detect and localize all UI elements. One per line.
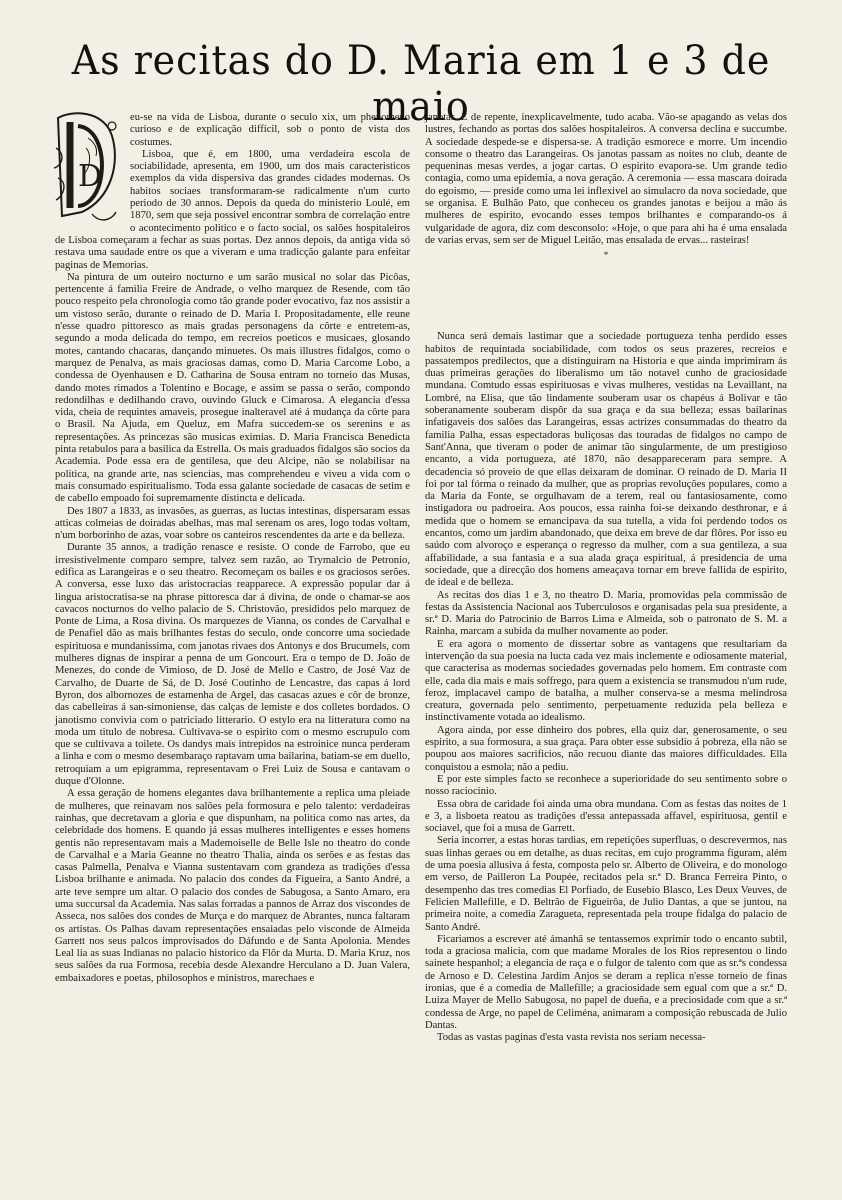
left-column (55, 112, 410, 985)
paragraph: eu-se na vida de Lisboa, durante o seculo xix, um phenomeno curioso e de explicação difficil, sob o ponto de vista dos costumes. (130, 112, 410, 148)
paragraph: E era agora o momento de dissertar sobre as vantagens que resultariam da intervenção da sua poesia na lucta cada vez mais inclemente e odiosamente material, que caracterisa as modernas sociedades governadas pelo homem. Em contraste com elle, cada dia mais e mais soffrego, para quem a existencia se transmudou n'um rude, feroz, implacavel campo de batalha, a mulher conserva-se a mesma melindrosa creatura, governada pelo sentimento, perpetuamente reduzida pela belleza e instinctivamente votada ao idealismo. (425, 638, 787, 724)
paragraph: Des 1807 a 1833, as invasões, as guerras, as luctas intestinas, dispersaram essas atticas colmeias de doiradas abelhas, mas mal serenam os ares, logo todas voltam, n'um borborinho de azas, voar sobre os canteiros rescendentes da arte e da belleza. (55, 505, 410, 542)
paragraph: Durante 35 annos, a tradição renasce e resiste. O conde de Farrobo, que eu irresistivelmente comparo sempre, talvez sem razão, ao Trymalcio de Petronio, edifica as Larangeiras e o seu theatro. Recomeçam os bailes e os graciosos serões. A conversa, esse luxo das aristocracias reapparece. A expressão popular dar á lingua aristocratisa-se na phrase pittoresca dar á divina, de onde o chamar-se aos cavacos nocturnos do velho palacio de S. Christovão, presididos pelo marquez de Ponte de Lima, a Rosa divina. Os marquezes de Vianna, os condes de Carvalhal e de Penafiel dão as mais brilhantes festas do seculo, onde concorre uma sociedade espirituosa e mundanissima, com janotas rivaes dos Antonys e dos Brucumels, com mulheres dignas de inspirar a penna de um Goncourt. Era o tempo de D. João de Menezes, do conde de Vimioso, de D. José de Mello e Castro, de José Vaz de Carvalho, de Duarte de Sá, de D. José Coutinho de Lencastre, das capas á lord Byron, dos albornozes de estamenha de Argel, das casacas azues e côr de bronze, das cabelleiras á san-simoniense, das calças de lemiste e dos colletes bordados. O janotismo convivia com o patriciado litterario. O estylo era na litteratura como na moda um titulo de nobresa. Cultivava-se o espirito com o mesmo escrupulo com que se cultivava a toilete. Os dandys mais intrepidos na estroinice nunca perderam a linha e com o mesmo desembaraço raptavam uma bailarina, batiam-se em duello, retroquiam a um epigramma, representavam o Frei Luiz de Sousa e cantavam o duque d'Olonne. (55, 542, 410, 788)
dropcap-letter: D (78, 159, 103, 194)
paragraph: Seria incorrer, a estas horas tardias, em repetições superfluas, o descrevermos, nas suas linhas geraes ou em detalhe, as duas recitas, em cujo programma figuram, além de uma poesia allusiva á festa, composta pelo sr. Alberto de Oliveira, e do monologo em verso, de Pailleron La Poupée, recitados pela sr.ª D. Branca Ferreira Pinto, o desempenho das tres comedias El Porfiado, de Eusebio Blasco, Les Deux Veuves, de Felicien Mallefille, e D. Beltrão de Figueirôa, de Julio Dantas, a que se juntou, na primeira noite, a comedia Zaragueta, representada pela troupe fidalga do palacio de Santo André. (425, 835, 787, 933)
section-separator: * (603, 250, 609, 261)
ornamental-dropcap (52, 108, 124, 230)
paragraph: Agora ainda, por esse dinheiro dos pobres, ella quiz dar, generosamente, o seu espirito, a sua formosura, a sua graça. Para obter esse subsidio á pobreza, ella não se poupou aos maiores sacrificios, não recuou diante das maiores difficuldades. Ella conquistou a esmola; não a pediu. (425, 724, 787, 773)
right-column (425, 112, 787, 1044)
paragraph: Lisboa, que é, em 1800, uma verdadeira escola de sociabilidade, apresenta, em 1900, um dos mais caracteristicos exemplos da vida dispersiva das grandes cidades modernas. Os habitos sociaes transformaram-se radicalmente n'um curto periodo de 30 annos. Depois da queda do ministerio Loulé, em 1870, sem que seja possivel encontrar sombra de correlação entre o acontecimento politico e o facto social, os salões hospitaleiros de Lisboa começaram a fechar as suas portas. Dez annos depois, da antiga vida só restava uma saudade entre os que a viveram e uma tradicção galante para enfeitar paginas de Memorias. (55, 148, 410, 271)
paragraph: janotas. E de repente, inexplicavelmente, tudo acaba. Vão-se apagando as velas dos lustres, fechando as portas dos salões hospitaleiros. A conversa declina e succumbe. A sociedade despede-se e dispersa-se. A tradição esmorece e morre. Um incendio consome o theatro das Larangeiras. Os janotas passam as noites no club, deante de pequeninas mesas verdes, a jogar cartas. O espirito evapora-se. Um grande tedio contagia, como uma epidemia, a nova geração. A ceremonia — essa mascara doirada do egoismo, — preside como uma lei inflexivel ao simulacro da nova sociedade, que se organisa. E Bulhão Pato, que conheceu os grandes janotas e beijou a mão ás mulheres de espirito, evocando esses tempos brilhantes e comparando-os á vulgaridade de agora, diz com desconsolo: «Hoje, o que para ahi ha é uma ensalada de varias ervas, sem ser de Miguel Leitão, mas ensalada de ervas... rasteiras! (425, 112, 787, 246)
paragraph: Essa obra de caridade foi ainda uma obra mundana. Com as festas das noites de 1 e 3, a lisboeta reatou as tradições d'essa antepassada affavel, espirituosa, gentil e sociavel, que foi a musa de Garrett. (425, 798, 787, 835)
page-title: As recitas do D. Maria em 1 e 3 de maio (71, 38, 771, 130)
paragraph: As recitas dos dias 1 e 3, no theatro D. Maria, promovidas pela commissão de festas da Assistencia Nacional aos Tuberculosos e organisadas pela sua presidente, a sr.ª D. Maria do Patrocinio de Barros Lima e Almeida, sob o patronato de S. M. a Rainha, marcam a subida da mulher novamente ao poder. (425, 589, 787, 638)
paragraph: Todas as vastas paginas d'esta vasta revista nos seriam necessa- (437, 1032, 706, 1044)
paragraph: A essa geração de homens elegantes dava brilhantemente a replica uma pleiade de mulheres, que reinavam nos salões pela formosura e pelo talento: verdadeiras rainhas, que decretavam a gloria e que dispunham, na politica como nas artes, da celebridade dos homens. E quando já essas mulheres intelligentes e esses homens gentis não representavam mais a Mademoiselle de Belle Isle no theatro do conde de Carvalhal e a Maria Geanne no theatro Thalia, ainda os serões e as festas das casas Palmella, Penalva e Vianna sustentavam com grandeza as tradições d'essa Lisboa brilhante e animada. No palacio dos condes da Figueira, a Santo André, a arte teve sempre um altar. O palacio dos condes de Sabugosa, a Santo Amaro, era uma succursal da Academia. Nas salas forradas a pannos de Arraz dos viscondes de Asseca, nos salões dos condes de Murça e do marquez de Abrantes, nunca faltaram os artistas. Os Palhas davam representações ensaiadas pelo visconde de Almeida Garrett nos seus palcos improvisados do Dáfundo e de Santa Apolonia. Mendes Leal lia as suas Indianas no palacio historico da Flôr da Murta. D. Maria Kruz, nos seus salões da rua Formosa, recebia desde Alexandre Herculano a D. Juan Valera, embaixadores e poetas, philosophos e ministros, marechaes e (55, 788, 410, 984)
paragraph: Ficariamos a escrever até ámanhã se tentassemos exprimir todo o encanto subtil, toda a graciosa malicia, com que madame Morales de los Rios representou o lindo sainete hespanhol; a elegancia de raça e o fulgor de talento com que as sr.ªs condessa de Arnoso e D. Celestina Jardim Anjos se deram a replica n'esse torneio de finas ironias, que é a comedia de Mallefille; a graciosidade sem egual com que a sr.ª D. Luiza Mayer de Mello Sabugosa, no papel de dueña, e a preciosidade com que a sr.ª condessa de Arge, no papel de Celiména, animaram a composição rebuscada de Julio Dantas. (425, 933, 787, 1031)
paragraph: E por este simples facto se reconhece a superioridade do seu sentimento sobre o nosso raciocinio. (425, 773, 787, 798)
paragraph: Na pintura de um outeiro nocturno e um sarão musical no solar das Picôas, pertencente á familia Freire de Andrade, o velho marquez de Resende, com tão pouco respeito pela chronologia como tão grande poder evocativo, faz nos assistir a um vistoso serão, durante o reinado de D. Maria I. Propositadamente, elle reune n'esse quadro pittoresco as mais gradas personagens da côrte e entretem-as, segundo a moda delicada do tempo, em recreios poeticos e musicaes, glosando motes, cantando chacaras, dançando minuetes. Os mais illustres fidalgos, como o marquez de Penalva, as mais graciosas damas, como D. Maria Carcome Lobo, a condessa de Oyenhausen e D. Catharina de Sousa entram no torneio das Musas, dando motes rimados a Tolentino e Bocage, e assim se passa o serão, compondo redondilhas e dedilhando cravo, ouvindo Gluck e Cimarosa. A elegancia d'essa vida, cheia de requintes amaveis, prosegue inalteravel até á mudança da côrte para o Brasil. Na Ajuda, em Queluz, em Mafra succedem-se os serenins e as representações. As princezas são musicas eximias. D. Maria Francisca Benedicta pinta retabulos para a basilica da Estrella. Os mais graduados fidalgos são socios da Academia. Pode essa era de gentilesa, que deu Alcipe, não se nolabilisar na politica, na grande arte, nas sciencias, mas comprehendeu e viveu a vida com o mais consumado espiritualismo. Toda essa galante sociedade de casacas de setim e de cabello empoado foi supremamente distincta e delicada. (55, 271, 410, 505)
paragraph: Nunca será demais lastimar que a sociedade portugueza tenha perdido esses habitos de requintada sociabilidade, com todos os seus prazeres, recreios e passatempos predilectos, que a distinguiram na Historia e que ainda imprimiram ás duas primeiras gerações do liberalismo um tão notavel cunho de graciosidade mundana. Comtudo essas espirituosas e vivas mulheres, vestidas na Levaillant, na Lombré, na Elisa, que tão lindamente souberam usar os chapéus á Bolivar e tão soberanamente souberam dispôr da sua graça e da sua belleza; essas bailarinas infatigaveis dos salões das Larangeiras, essas actrizes consummadas do theatro da familia Palha, essas espectadoras buliçosas das touradas de fidalgos no campo de Sant'Anna, que tiveram o poder de animar tão singularmente, de um prestigioso encanto, a vida portugueza, até 1870, não desappareceram para sempre. A decadencia só proveio de que ellas deixaram de dominar. O reinado de D. Maria II foi por tal fórma o reinado da mulher, que as proprias revoluções populares, como a da Maria da Fonte, se orgulhavam de a terem, real ou fantasiosamente, como instigadora ou padroeira. Aos poucos, essa rainha foi-se deixando desthronar, e á medida que o homem se emancipava da sua tutella, a vida foi perdendo todos os encantos, como um jardim abandonado, que deixa em breve de dar flôres. Por isso eu saúdo com alvoroço e esperança o regresso da mulher, com a sua gentileza, a sua affabilidade, a sua fantasia e a sua alada graça espiritual, á presidencia de uma sociedade, que a direcção dos homens ameaçava tornar em breve fallida de espirito, de ideal e de belleza. (425, 331, 787, 589)
